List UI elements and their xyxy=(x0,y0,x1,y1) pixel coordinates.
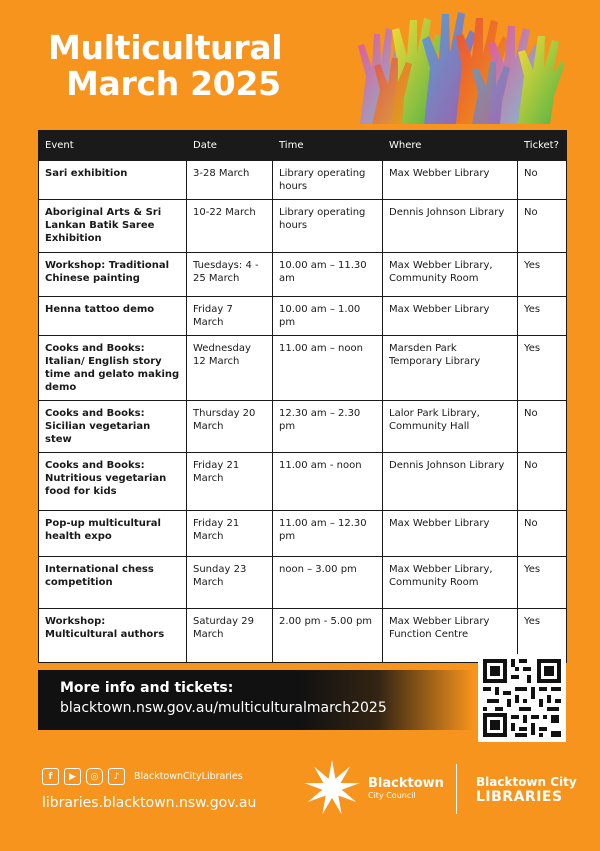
event-cell: Henna tattoo demo xyxy=(39,297,187,336)
ticket-cell: Yes xyxy=(518,557,567,609)
ticket-cell: No xyxy=(518,401,567,453)
ticket-cell: No xyxy=(518,511,567,557)
instagram-icon[interactable]: ◎ xyxy=(86,768,103,785)
event-cell: Aboriginal Arts & Sri Lankan Batik Saree Exhibition xyxy=(39,200,187,253)
where-cell: Max Webber Library, Community Room xyxy=(383,253,518,297)
time-cell: 11.00 am – 12.30 pm xyxy=(273,511,383,557)
date-cell: Friday 7 March xyxy=(187,297,273,336)
title-line-1: Multicultural xyxy=(48,28,283,67)
time-cell: 2.00 pm - 5.00 pm xyxy=(273,609,383,663)
date-cell: 10-22 March xyxy=(187,200,273,253)
table-row xyxy=(39,511,567,557)
event-cell: Cooks and Books: Sicilian vegetarian stew xyxy=(39,401,187,453)
star-burst-icon xyxy=(302,758,362,818)
ticket-cell: Yes xyxy=(518,253,567,297)
libraries-logo xyxy=(476,775,577,805)
column-header-ticket: Ticket? xyxy=(518,131,567,161)
table-row xyxy=(39,557,567,609)
table-row xyxy=(39,200,567,253)
table-row xyxy=(39,297,567,336)
page-title xyxy=(48,30,282,102)
qr-code-icon xyxy=(478,654,566,742)
where-cell: Dennis Johnson Library xyxy=(383,200,518,253)
social-links xyxy=(42,768,243,785)
time-cell: 12.30 am – 2.30 pm xyxy=(273,401,383,453)
social-handle[interactable]: BlacktownCityLibraries xyxy=(134,771,243,782)
libraries-logo-line-2: LIBRARIES xyxy=(476,789,563,805)
where-cell: Max Webber Library, Community Room xyxy=(383,557,518,609)
event-cell: Sari exhibition xyxy=(39,161,187,200)
where-cell: Marsden Park Temporary Library xyxy=(383,336,518,401)
where-cell: Lalor Park Library, Community Hall xyxy=(383,401,518,453)
ticket-cell: No xyxy=(518,453,567,511)
time-cell: 10.00 am – 1.00 pm xyxy=(273,297,383,336)
events-table xyxy=(38,130,567,663)
event-cell: Pop-up multicultural health expo xyxy=(39,511,187,557)
date-cell: 3-28 March xyxy=(187,161,273,200)
where-cell: Max Webber Library xyxy=(383,161,518,200)
date-cell: Friday 21 March xyxy=(187,511,273,557)
time-cell: 10.00 am – 11.30 am xyxy=(273,253,383,297)
date-cell: Friday 21 March xyxy=(187,453,273,511)
date-cell: Tuesdays: 4 - 25 March xyxy=(187,253,273,297)
info-url-link[interactable]: blacktown.nsw.gov.au/multiculturalmarch2025 xyxy=(60,700,387,716)
column-header-event: Event xyxy=(39,131,187,161)
table-row xyxy=(39,401,567,453)
where-cell: Max Webber Library Function Centre xyxy=(383,609,518,663)
ticket-cell: No xyxy=(518,200,567,253)
facebook-icon[interactable]: f xyxy=(42,768,59,785)
council-name: Blacktown xyxy=(368,776,444,791)
table-row xyxy=(39,453,567,511)
youtube-icon[interactable]: ▶ xyxy=(64,768,81,785)
time-cell: 11.00 am – noon xyxy=(273,336,383,401)
ticket-cell: Yes xyxy=(518,297,567,336)
time-cell: Library operating hours xyxy=(273,161,383,200)
column-header-time: Time xyxy=(273,131,383,161)
info-banner xyxy=(38,670,474,730)
title-line-2: March 2025 xyxy=(66,64,281,103)
time-cell: 11.00 am - noon xyxy=(273,453,383,511)
libraries-logo-line-1: Blacktown City xyxy=(476,775,577,789)
tiktok-icon[interactable]: ♪ xyxy=(108,768,125,785)
ticket-cell: Yes xyxy=(518,609,567,663)
column-header-date: Date xyxy=(187,131,273,161)
column-header-where: Where xyxy=(383,131,518,161)
date-cell: Sunday 23 March xyxy=(187,557,273,609)
banner-heading: More info and tickets: xyxy=(60,680,234,696)
logo-divider xyxy=(456,764,457,814)
library-website-link[interactable]: libraries.blacktown.nsw.gov.au xyxy=(42,795,257,811)
event-cell: Cooks and Books: Italian/ English story time and gelato making demo xyxy=(39,336,187,401)
event-cell: International chess competition xyxy=(39,557,187,609)
event-cell: Cooks and Books: Nutritious vegetarian food for kids xyxy=(39,453,187,511)
raised-hands-illustration xyxy=(352,6,564,124)
council-subtitle: City Council xyxy=(368,791,416,800)
ticket-cell: Yes xyxy=(518,336,567,401)
date-cell: Saturday 29 March xyxy=(187,609,273,663)
where-cell: Dennis Johnson Library xyxy=(383,453,518,511)
table-header-row xyxy=(39,131,567,161)
time-cell: noon – 3.00 pm xyxy=(273,557,383,609)
table-row xyxy=(39,253,567,297)
where-cell: Max Webber Library xyxy=(383,511,518,557)
qr-code[interactable] xyxy=(478,654,566,742)
event-cell: Workshop: Traditional Chinese painting xyxy=(39,253,187,297)
ticket-cell: No xyxy=(518,161,567,200)
date-cell: Thursday 20 March xyxy=(187,401,273,453)
where-cell: Max Webber Library xyxy=(383,297,518,336)
event-cell: Workshop: Multicultural authors xyxy=(39,609,187,663)
council-logo xyxy=(302,758,444,818)
time-cell: Library operating hours xyxy=(273,200,383,253)
table-row xyxy=(39,336,567,401)
table-row xyxy=(39,161,567,200)
date-cell: Wednesday 12 March xyxy=(187,336,273,401)
